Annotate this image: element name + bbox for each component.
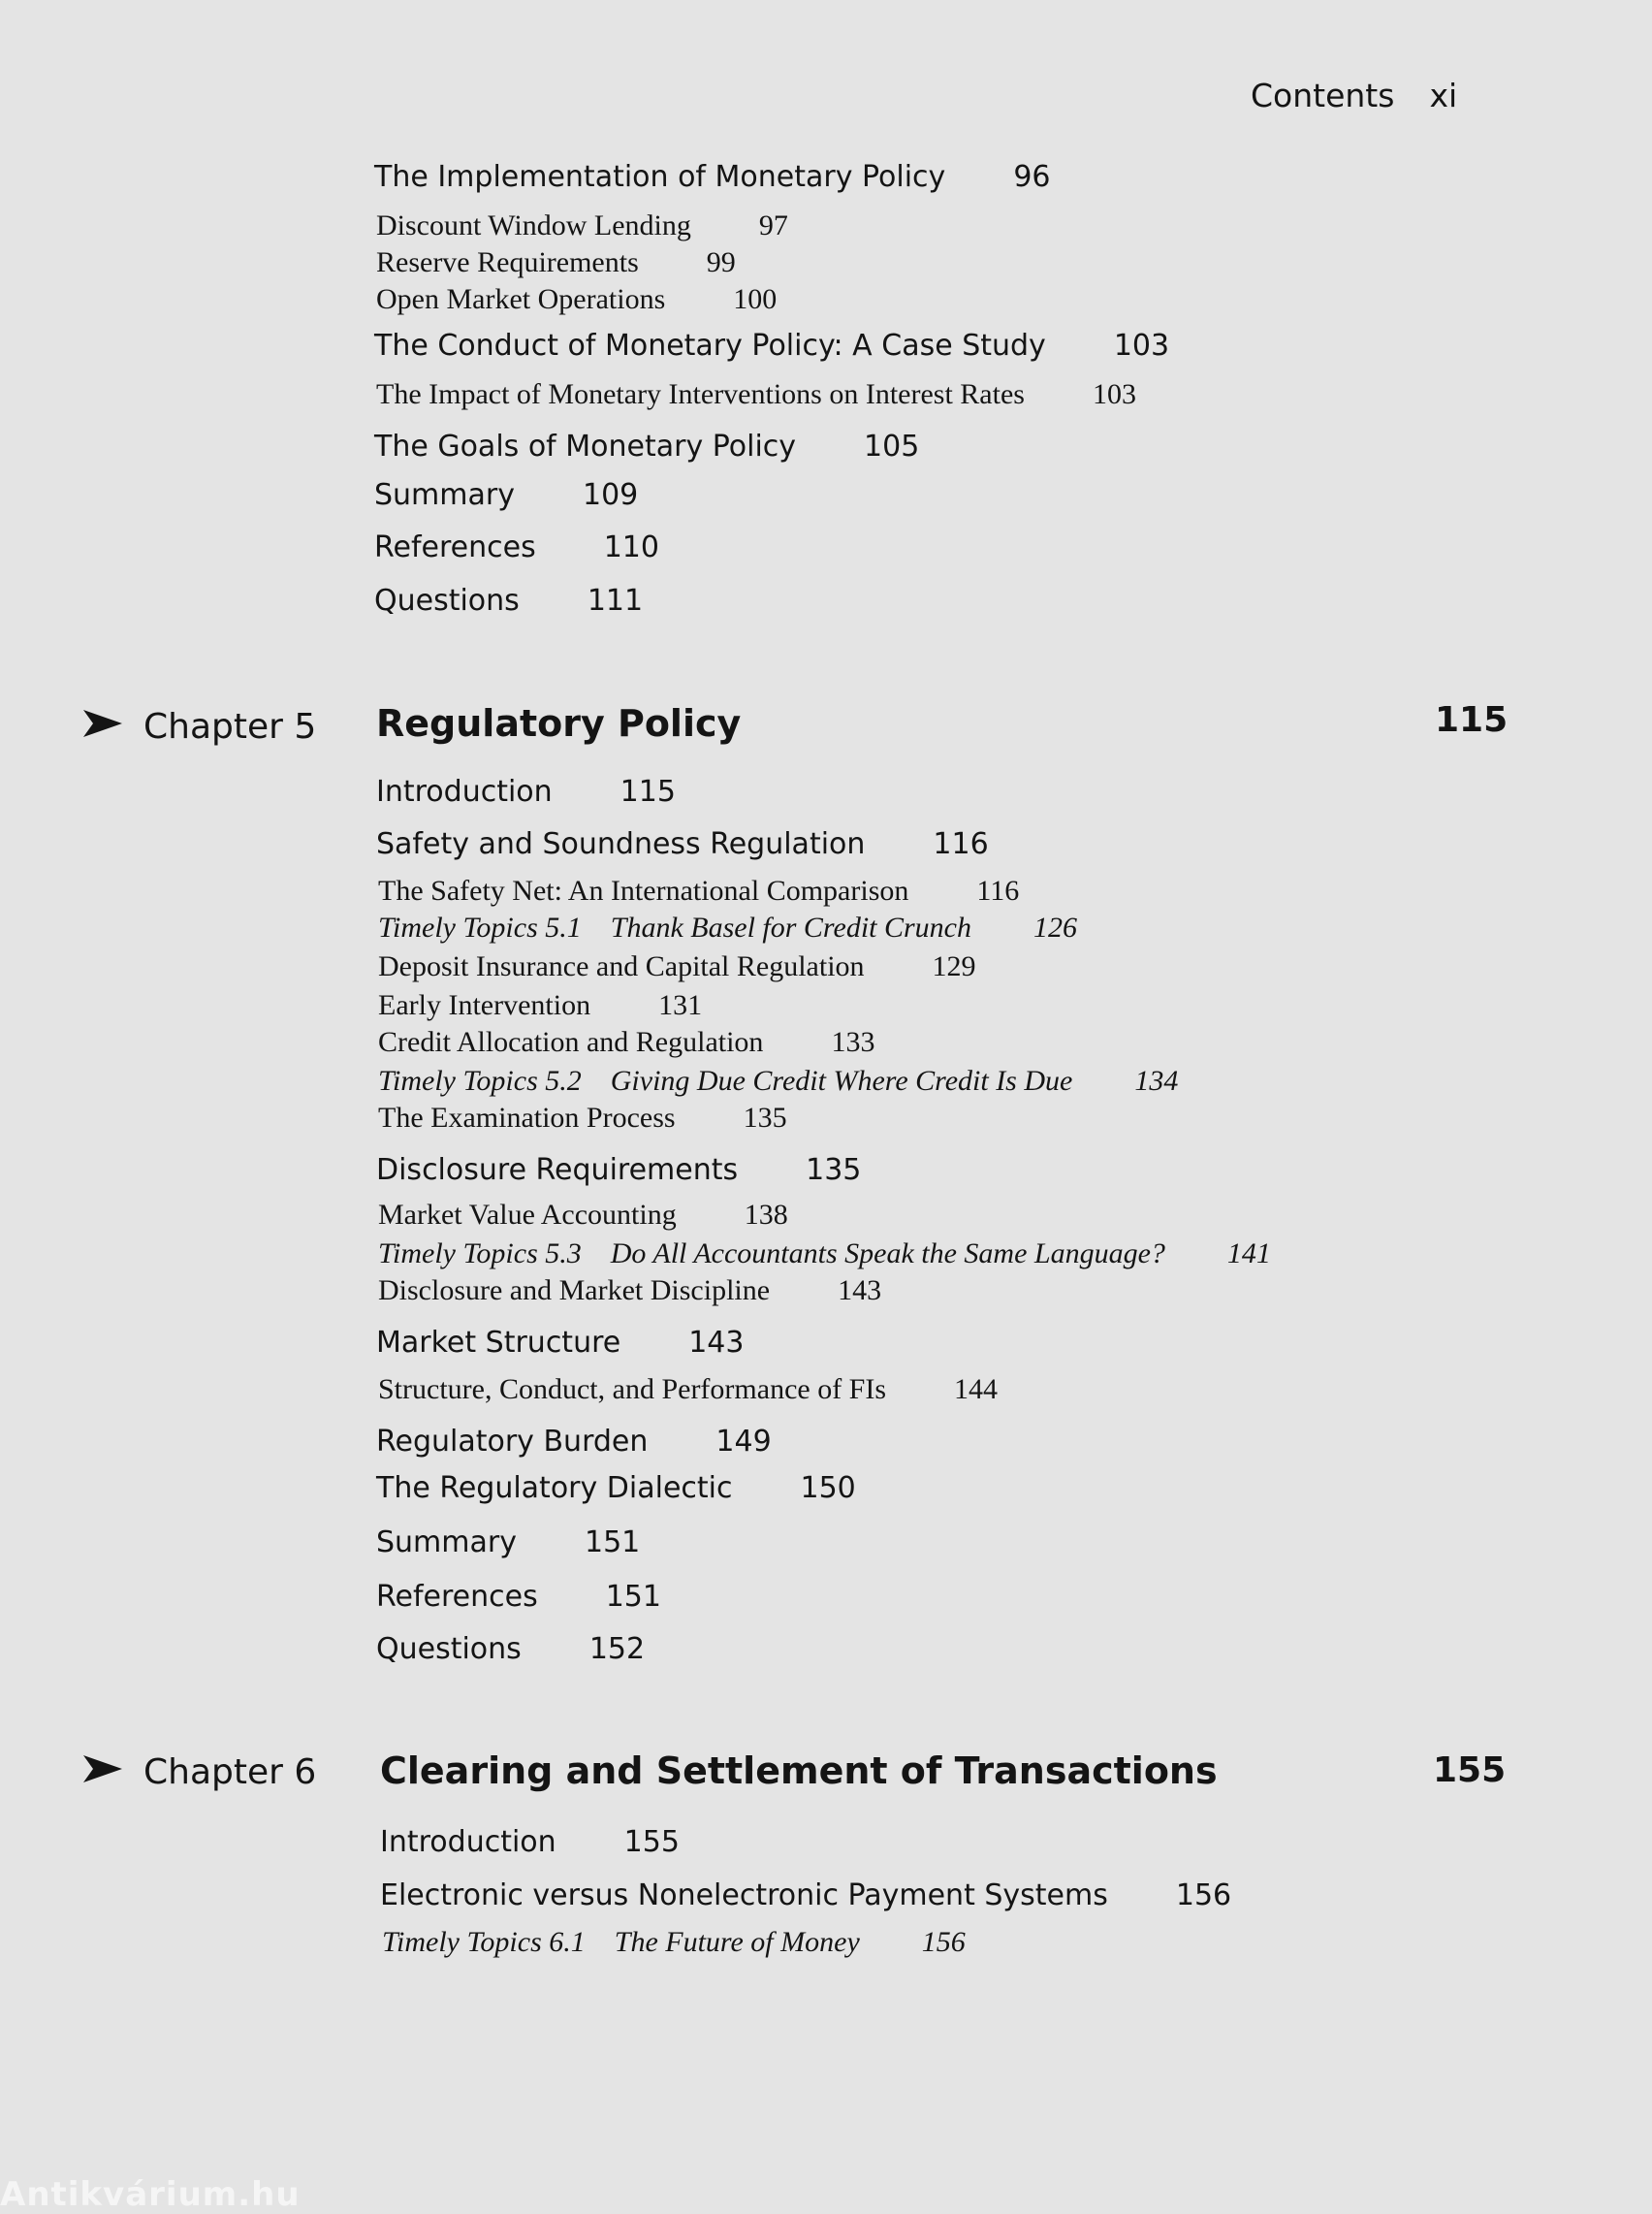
timely-topics-label: Timely Topics 6.1 (382, 1926, 586, 1958)
chapter-5-label: Chapter 5 (143, 707, 317, 747)
chapter-6-label: Chapter 6 (143, 1752, 317, 1792)
page-number: 149 (715, 1425, 772, 1459)
page-number: 152 (588, 1632, 646, 1666)
running-head (1251, 77, 1458, 114)
toc-entry (374, 430, 920, 464)
toc-entry (376, 827, 989, 861)
page-number: 99 (706, 246, 736, 278)
page-number: 156 (1175, 1878, 1232, 1912)
section-title: References (376, 1580, 538, 1614)
section-title: Regulatory Burden (376, 1425, 649, 1459)
toc-entry (376, 1632, 646, 1666)
page-number: 150 (800, 1471, 856, 1505)
toc-entry (376, 1326, 745, 1360)
toc-entry (378, 1104, 787, 1133)
page-number: 141 (1226, 1237, 1271, 1269)
page-number: 143 (838, 1274, 882, 1306)
toc-entry (380, 1878, 1232, 1912)
page-number: 144 (954, 1373, 999, 1405)
page-number: 135 (743, 1102, 787, 1134)
page-number: 103 (1092, 378, 1136, 410)
timely-topics-title: The Future of Money (614, 1926, 860, 1958)
section-title: The Regulatory Dialectic (376, 1471, 733, 1505)
page-number: 100 (733, 283, 778, 315)
section-title: Electronic versus Nonelectronic Payment Systems (380, 1878, 1108, 1912)
page-number: 97 (758, 209, 788, 241)
section-title: Safety and Soundness Regulation (376, 827, 866, 861)
toc-entry (376, 1425, 772, 1459)
subsection-title: Discount Window Lending (376, 209, 691, 241)
section-title: Disclosure Requirements (376, 1153, 739, 1187)
chapter-arrow-icon (83, 1755, 122, 1782)
page-number: 105 (864, 430, 920, 464)
timely-topics-title: Giving Due Credit Where Credit Is Due (610, 1065, 1073, 1097)
page-number: 116 (933, 827, 989, 861)
subsection-title: Market Value Accounting (378, 1199, 677, 1231)
subsection-title: Structure, Conduct, and Performance of FIs (378, 1373, 887, 1405)
toc-entry (376, 775, 676, 809)
toc-entry (376, 380, 1136, 409)
subsection-title: Early Intervention (378, 989, 591, 1021)
page-number: 151 (584, 1525, 641, 1559)
toc-entry (378, 1276, 881, 1305)
section-title: The Implementation of Monetary Policy (374, 160, 946, 194)
toc-entry (378, 1201, 788, 1230)
toc-entry (376, 248, 736, 277)
chapter-5-page-number: 115 (1435, 700, 1509, 740)
page-number: 110 (603, 530, 659, 564)
page-number: 135 (806, 1153, 862, 1187)
timely-topics-label: Timely Topics 5.2 (378, 1065, 582, 1097)
page-number: 134 (1134, 1065, 1179, 1097)
toc-entry (378, 1239, 1271, 1268)
page-number: 156 (921, 1926, 966, 1958)
toc-entry (376, 1525, 641, 1559)
page-number: 131 (658, 989, 703, 1021)
toc-entry (374, 329, 1170, 363)
subsection-title: The Safety Net: An International Comparison (378, 875, 909, 907)
subsection-title: The Examination Process (378, 1102, 676, 1134)
section-title: References (374, 530, 536, 564)
chapter-6-page-number: 155 (1433, 1750, 1507, 1790)
chapter-arrow-icon (83, 710, 122, 737)
section-title: Summary (374, 478, 515, 512)
toc-entry (374, 584, 644, 618)
section-title: Market Structure (376, 1326, 621, 1360)
section-title: The Goals of Monetary Policy (374, 430, 797, 464)
page-number: 151 (605, 1580, 661, 1614)
watermark: Antikvárium.hu (0, 2175, 301, 2214)
page-number: 96 (1013, 160, 1051, 194)
toc-entry (380, 1825, 680, 1859)
subsection-title: The Impact of Monetary Interventions on Interest Rates (376, 378, 1025, 410)
page-number: 115 (620, 775, 676, 809)
page-number: 109 (582, 478, 639, 512)
toc-entry (378, 952, 976, 981)
page-number: 126 (1032, 912, 1077, 944)
subsection-title: Credit Allocation and Regulation (378, 1026, 764, 1058)
running-head-label: Contents (1251, 77, 1395, 114)
toc-entry (376, 1153, 862, 1187)
timely-topics-label: Timely Topics 5.1 (378, 912, 582, 944)
toc-entry (374, 478, 639, 512)
toc-entry (378, 1375, 998, 1404)
timely-topics-title: Do All Accountants Speak the Same Language? (610, 1237, 1165, 1269)
toc-entry (376, 211, 788, 241)
toc-entry (378, 991, 702, 1020)
toc-entry (378, 877, 1019, 906)
chapter-6-title: Clearing and Settlement of Transactions (380, 1749, 1218, 1792)
toc-entry (378, 914, 1077, 943)
subsection-title: Open Market Operations (376, 283, 666, 315)
toc-entry (376, 285, 777, 314)
toc-entry (376, 1471, 856, 1505)
toc-entry (376, 1580, 661, 1614)
section-title: Summary (376, 1525, 517, 1559)
page-number: 143 (688, 1326, 745, 1360)
page-number: 155 (623, 1825, 680, 1859)
timely-topics-title: Thank Basel for Credit Crunch (610, 912, 971, 944)
section-title: Questions (374, 584, 520, 618)
chapter-5-title: Regulatory Policy (376, 702, 742, 745)
toc-entry (374, 530, 659, 564)
page-number: 111 (587, 584, 644, 618)
page-number: 133 (831, 1026, 875, 1058)
page-number: 103 (1113, 329, 1170, 363)
toc-entry (382, 1928, 966, 1957)
page-number: 116 (976, 875, 1020, 907)
subsection-title: Deposit Insurance and Capital Regulation (378, 950, 865, 982)
toc-entry (378, 1067, 1178, 1096)
page-number: 138 (744, 1199, 788, 1231)
subsection-title: Disclosure and Market Discipline (378, 1274, 771, 1306)
section-title: The Conduct of Monetary Policy: A Case Study (374, 329, 1046, 363)
running-head-page-number: xi (1429, 77, 1458, 114)
section-title: Introduction (376, 775, 553, 809)
toc-entry (378, 1028, 874, 1057)
section-title: Introduction (380, 1825, 556, 1859)
timely-topics-label: Timely Topics 5.3 (378, 1237, 582, 1269)
section-title: Questions (376, 1632, 522, 1666)
subsection-title: Reserve Requirements (376, 246, 639, 278)
toc-entry (374, 160, 1051, 194)
page-number: 129 (932, 950, 976, 982)
